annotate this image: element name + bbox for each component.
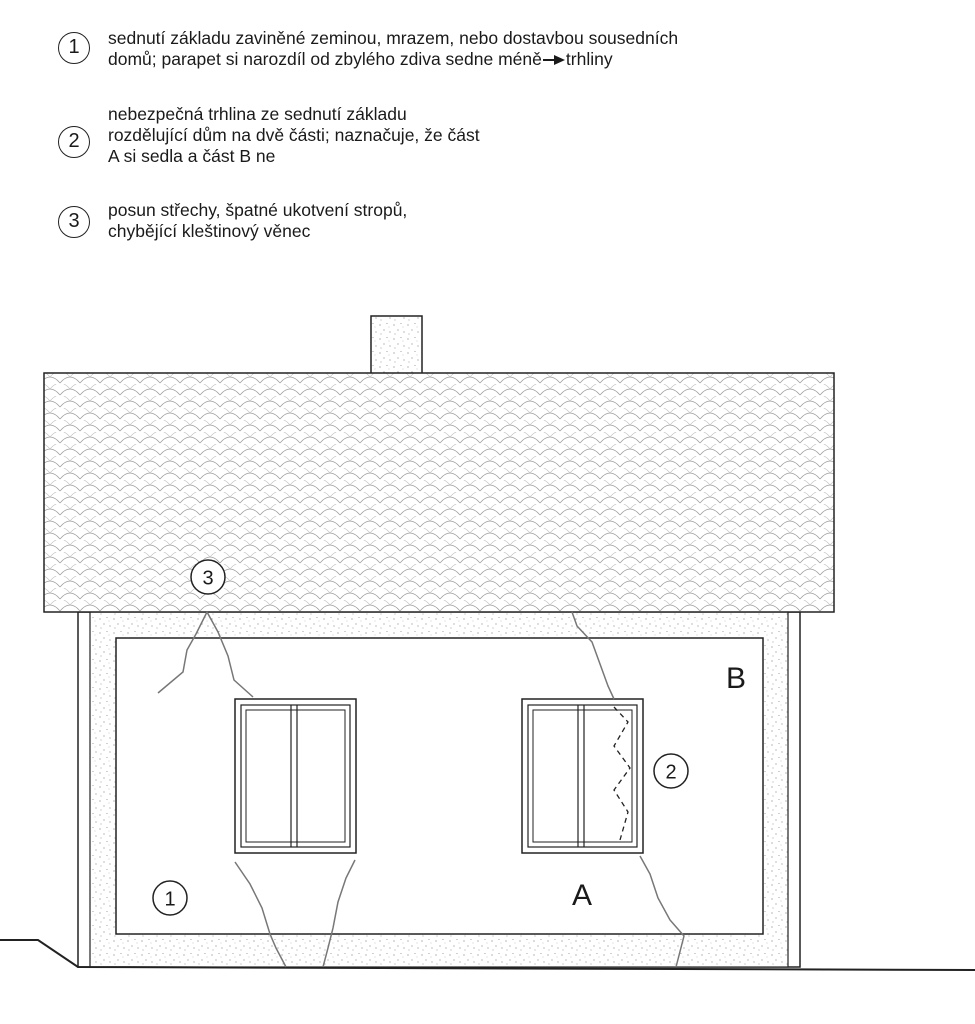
legend-text-1-line2: domů; parapet si narozdíl od zbylého zdiva sedne méně [108, 49, 542, 69]
chimney [371, 316, 422, 374]
marker-3-label: 3 [202, 567, 214, 590]
window-left [235, 699, 356, 853]
marker-3 [191, 560, 225, 594]
legend-number-3: 3 [58, 206, 90, 238]
legend-text-1-line2-end: trhliny [565, 49, 613, 69]
legend-text-3: posun střechy, špatné ukotvení stropů, chybějící kleštinový věnec [108, 200, 408, 241]
part-a-label: A [571, 879, 593, 912]
part-b-label: B [725, 662, 747, 695]
legend-number-1: 1 [58, 32, 90, 64]
roof [44, 373, 834, 612]
marker-1-label: 1 [164, 888, 176, 911]
marker-2 [654, 754, 688, 788]
marker-1 [153, 881, 187, 915]
legend-text-1-line1: sednutí základu zaviněné zeminou, mrazem, nebo dostavbou sousedních [108, 28, 679, 48]
legend-number-2: 2 [58, 126, 90, 158]
marker-2-label: 2 [665, 761, 677, 784]
legend-text-2: nebezpečná trhlina ze sednutí základu rozdělující dům na dvě části; naznačuje, že část A si sedla a část B ne [108, 104, 480, 166]
